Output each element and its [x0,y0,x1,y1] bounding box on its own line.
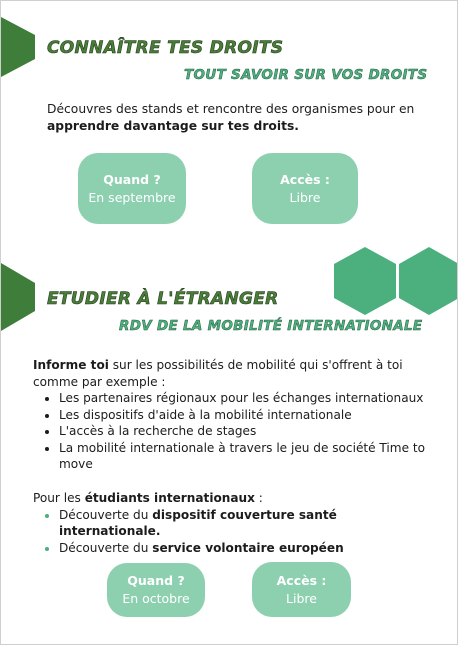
section2-description [33,357,433,473]
item-bold-text: dispositif couverture santé internationale. [59,507,337,538]
section-flag-icon [1,17,35,77]
intl-bold-text: étudiants internationaux [84,491,255,505]
list-item [59,507,433,540]
section-flag-icon [1,263,35,331]
intl-pre-text: Pour les [33,491,85,505]
when-label: Quand ? [103,171,161,187]
when-badge [78,153,186,224]
international-students-block [33,490,433,556]
section1-intro [47,101,427,135]
when-label: Quand ? [127,573,185,588]
when-badge [107,563,205,617]
hexagon-decoration-icon [334,247,396,315]
international-list [33,507,433,557]
hexagon-decoration-icon [399,247,458,315]
lead-text: sur les possibilités de mobilité qui s'offrent à toi comme par exemple : [33,358,403,389]
list-item: • L'accès à la recherche de stages [59,423,433,440]
section1-title: CONNAÎTRE TES DROITS [47,38,284,58]
access-label: Accès : [280,171,330,187]
international-lead [33,490,433,507]
access-value: Libre [289,189,321,205]
access-label: Accès : [276,572,327,588]
when-value: En octobre [122,591,190,606]
access-badge [252,562,351,617]
list-item: • Les dispositifs d'aide à la mobilité internationale [59,407,433,424]
section2-title: ETUDIER À L'ÉTRANGER [47,289,279,309]
intro-bold-text: apprendre davantage sur tes droits. [47,119,299,133]
access-badge [252,153,358,224]
section2-subtitle: RDV DE LA MOBILITÉ INTERNATIONALE [119,318,423,334]
lead-bold-text: Informe toi [33,358,109,372]
intl-post-text: : [254,491,263,505]
intro-text: Découvres des stands et rencontre des organismes pour en [47,102,415,116]
when-value: En septembre [88,189,176,205]
list-item: • La mobilité internationale à travers le jeu de société Time to move [59,440,433,473]
access-value: Libre [286,590,317,606]
section1-subtitle: TOUT SAVOIR SUR VOS DROITS [184,67,428,83]
item-bold-text: service volontaire européen [152,540,344,555]
list-item [59,540,433,557]
item-text: Découverte du [59,507,153,522]
mobility-list [33,390,433,473]
list-item: • Les partenaires régionaux pour les échanges internationaux [59,390,433,407]
section2-lead [33,357,433,390]
item-text: Découverte du [59,540,153,555]
